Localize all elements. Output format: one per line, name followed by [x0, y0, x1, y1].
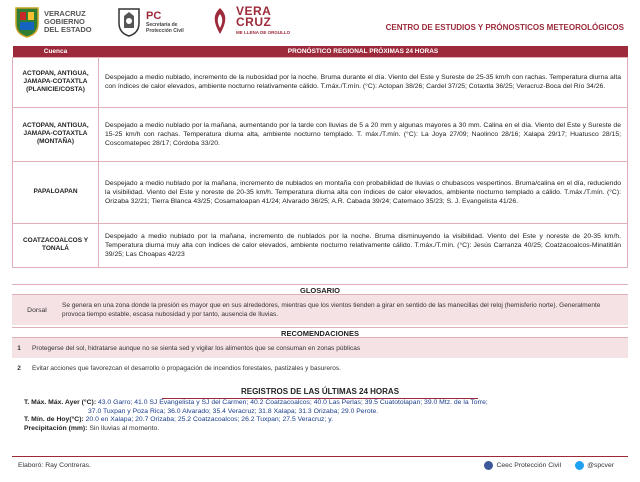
page-header: [0, 0, 640, 46]
precip-label: Precipitación (mm):: [24, 424, 88, 432]
recommendations-title: RECOMENDACIONES: [12, 327, 628, 338]
forecast-text: Despejado a medio nublado por la mañana, aumentando por la tarde con lluvias de 5 a 20 mm y algunas mayores a 30 mm. Calina en el día. Viento del Este y Sureste de 15-25 km/h con rachas. Temperatura diurna alta, ambiente nocturno templado. T. máx./T.mín. (°C): La Joya 27/09; Naolinco 28/16; Xalapa 29/17; Huatusco 28/15; Coscomatepec 28/17; Córdoba 33/20.: [99, 107, 628, 161]
records-title: REGISTROS DE LAS ÚLTIMAS 24 HORAS: [162, 387, 478, 399]
glossary-title: GLOSARIO: [12, 284, 628, 295]
vc-title-2: CRUZ: [236, 15, 272, 29]
vc-title-1: VERA: [236, 4, 272, 18]
page-title: CENTRO DE ESTUDIOS Y PRÓNOSTICOS METEOROLÓGICOS: [385, 23, 624, 32]
tmax-record-continued: [12, 408, 628, 417]
region-column-header: Cuenca: [13, 46, 99, 57]
pc-title: PC: [146, 9, 162, 22]
region-name: ACTOPAN, ANTIGUA, JAMAPA-COTAXTLA (MONTAÑA): [13, 107, 99, 161]
table-row: [13, 161, 628, 223]
recommendation-item: [12, 338, 628, 358]
twitter-link[interactable]: [575, 461, 614, 470]
pc-shield-icon: [116, 6, 142, 38]
tmax-values-continued: 37.0 Tuxpan y Poza Rica; 36.0 Alvarado; 35.4 Veracruz; 31.8 Xalapa; 31.3 Orizaba; 29.0 Perote.: [88, 407, 379, 415]
gov-line-2: GOBIERNO: [44, 17, 85, 26]
table-row: [13, 107, 628, 161]
author-credit: Elaboró: Ray Contreras.: [18, 462, 91, 469]
proteccion-civil-logo: [116, 6, 184, 38]
precip-values: Sin lluvias al momento.: [89, 424, 160, 432]
precip-record: [12, 425, 628, 434]
recommendation-number: 1: [17, 344, 21, 352]
tmax-label: T. Máx. Máx. Ayer (°C):: [24, 399, 97, 406]
tmax-record: [12, 399, 628, 408]
recommendation-item: [12, 358, 628, 378]
region-name: ACTOPAN, ANTIGUA, JAMAPA-COTAXTLA (PLANICIE/COSTA): [13, 57, 99, 107]
page-footer: [12, 456, 628, 474]
forecast-text: Despejado a medio nublado por la mañana, incremento de nublados por la noche. Bruma disminuyendo la visibilidad. Viento del Este y noreste de 20-35 km/h. Temperatura diurna muy alta con índices de calor elevados, ambiente nocturno relativamente cálido. T.máx./T.mín. (°C): Jesús Carranza 40/25; Coatzacoalcos-Minatitlán 39/25; Las Choapas 42/23: [99, 223, 628, 267]
tmax-values: 43.0 Garro; 41.0 SJ Evangelista y SJ del Carmen; 40.2 Coatzacoalcos; 40.0 Las Perlas; 39.5 Cuatotolapan; 39.0 Mtz. de la Torre;: [97, 399, 488, 406]
veracruz-brand-icon: [208, 6, 232, 36]
region-name: PAPALOAPAN: [13, 161, 99, 223]
gobierno-veracruz-logo: [14, 6, 92, 38]
gov-line-3: DEL ESTADO: [44, 25, 92, 34]
veracruz-shield-icon: [14, 6, 40, 38]
forecast-table: [12, 46, 628, 268]
pc-subtitle-1: Secretaría de: [146, 21, 178, 28]
recommendations-section: [12, 327, 628, 378]
recommendation-number: 2: [17, 364, 21, 372]
facebook-link[interactable]: [484, 461, 561, 470]
records-section: [12, 387, 628, 433]
glossary-term: Dorsal: [27, 306, 47, 314]
gov-line-1: VERACRUZ: [44, 9, 86, 18]
recommendation-text: Protegerse del sol, hidratarse aunque no se sienta sed y vigilar los alimentos que se consuman en zonas públicas: [32, 344, 361, 352]
table-row: [13, 223, 628, 267]
region-name: COATZACOALCOS Y TONALÁ: [13, 223, 99, 267]
pc-subtitle-2: Protección Civil: [146, 27, 184, 34]
forecast-column-header: PRONÓSTICO REGIONAL PRÓXIMAS 24 HORAS: [99, 46, 628, 57]
facebook-icon: [484, 461, 493, 470]
glossary-section: [12, 284, 628, 325]
forecast-text: Despejado a medio nublado, incremento de la nubosidad por la noche. Bruma durante el día. Viento del Este y Sureste de 25-35 km/h con rachas. Temperatura diurna alta con índices de calor elevados, ambiente nocturno relativamente cálido. T.máx./T.mín. (°C): Actopan 38/26; Cardel 37/25; Cotaxtla 36/25; Veracruz-Boca del Río 34/26.: [99, 57, 628, 107]
facebook-label: Ceec Protección Civil: [496, 462, 562, 469]
recommendation-text: Evitar acciones que favorezcan el desarrollo o propagación de incendios forestales, pastizales y basureros.: [32, 364, 341, 372]
glossary-entry: [12, 295, 628, 325]
table-row: [13, 57, 628, 107]
glossary-definition: Se genera en una zona donde la presión es mayor que en sus alrededores, mientras que los vientos tienden a girar en sentido de las manecillas del reloj (hemisferio norte). Generalmente provoca tiempo estable, escasa nubosidad y por tanto, ausencia de lluvias.: [62, 302, 601, 318]
forecast-text: Despejado a medio nublado por la mañana, incremento de nublados en montaña con probabilidad de lluvias o chubascos vespertinos. Bruma/calina en el día, reduciendo la visibilidad. Viento del Este y noreste de 20-35 km/h. Temperatura diurna alta con índices de calor elevados, ambiente nocturno templado a cálido. T.máx./T.mín. (°C): Orizaba 32/21; Tierra Blanca 43/25; Cosamaloapan 41/24; Alvarado 36/25; A.R. Cabada 39/24; Catemaco 35/23; S. J. Evangelista 41/26.: [99, 161, 628, 223]
tmin-record: [12, 416, 628, 425]
vc-slogan: ME LLENA DE ORGULLO: [236, 30, 291, 35]
tmin-label: T. Mín. de Hoy(°C):: [24, 416, 84, 423]
veracruz-brand-logo: [208, 6, 290, 36]
tmin-values: 20.0 en Xalapa; 20.7 Orizaba; 25.2 Coatzacoalcos; 26.2 Tuxpan; 27.5 Veracruz; y.: [85, 416, 333, 423]
twitter-icon: [575, 461, 584, 470]
twitter-label: @spcver: [587, 462, 614, 469]
